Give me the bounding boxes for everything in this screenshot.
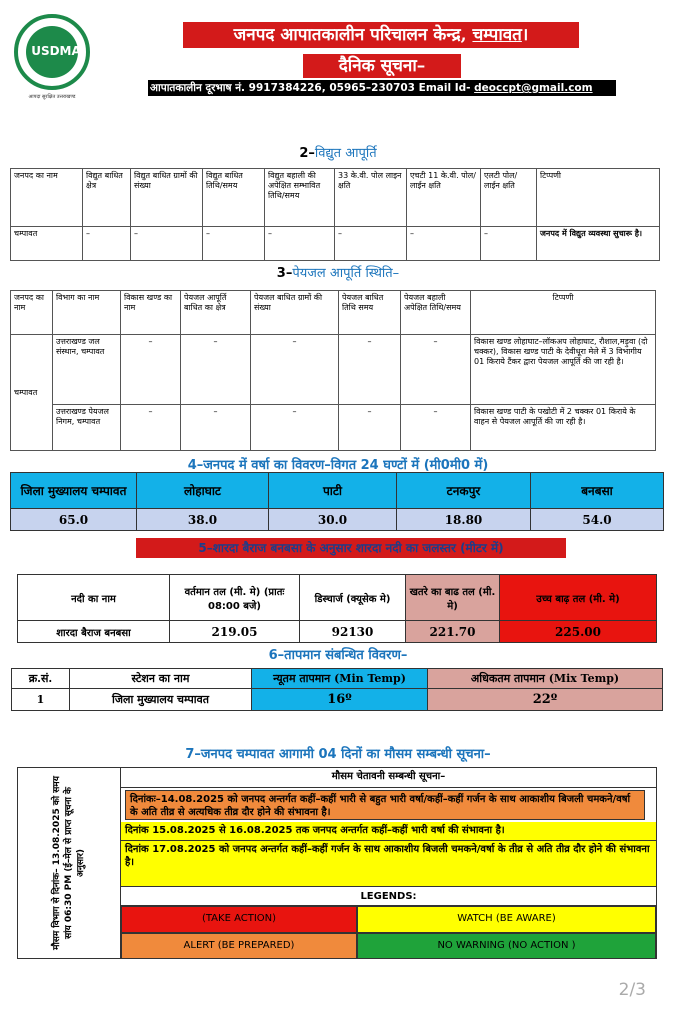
river-level-table: नदी का नाम वर्तमान तल (मी. मे) (प्रातः 08:00 बजे) डिस्चार्ज (क्यूसेक मे) खतरे का बाढ तल (मी. मे) उच्च बाढ़ तल (मी. मे) शारदा बैराज बनबसा 219.05 92130 221.70 225.00 xyxy=(17,574,657,643)
imd-source-note: मौसम विभाग से दिनांक– 13.08.2025 को समय सांय 06:30 PM (ई–मेल से प्राप्त सूचना के अनुसार) xyxy=(17,767,121,959)
section5-title: 5–शारदा बैराज बनबसा के अनुसार शारदा नदी का जलस्तर (मीटर में) xyxy=(136,538,566,558)
legend-no-warning: NO WARNING (NO ACTION ) xyxy=(357,933,656,959)
section4-title: 4–जनपद में वर्षा का विवरण–विगत 24 घण्टों में (मी0मी0 में) xyxy=(187,458,489,473)
rainfall-table xyxy=(10,472,664,531)
power-table: जनपद का नाम विद्युत बाधित क्षेत्र विद्युत बाधित ग्रामों की संख्या विद्युत बाधित तिथि/समय विद्युत बहाली की अपेक्षित सम्भावित तिथि/समय 33 के.वी. पोल लाइन क्षति एचटी 11 के.वी. पोल/लाईन क्षति एलटी पोल/लाईन क्षति टिप्पणी चम्पावत – – – – – – – जनपद में विद्युत व्यवस्था सुचारू है। xyxy=(10,168,660,261)
section2-title: 2–विद्युत आपूर्ति xyxy=(299,146,377,161)
logo-text: USDMA xyxy=(31,44,81,58)
rain-value: 18.80 xyxy=(397,509,531,531)
rain-value: 54.0 xyxy=(531,509,664,531)
section7-title: 7–जनपद चम्पावत आगामी 04 दिनों का मौसम सम्बन्धी सूचना– xyxy=(185,747,491,762)
section6-title: 6–तापमान संबन्धित विवरण– xyxy=(268,648,408,663)
temperature-table: क्र.सं. स्टेशन का नाम न्यूतम तापमान (Min Temp) अधिकतम तापमान (Mix Temp) 1 जिला मुख्यालय चम्पावत 16º 22º xyxy=(11,668,663,711)
water-table: जनपद का नाम विभाग का नाम विकास खण्ड का नाम पेयजल आपूर्ति बाधित का क्षेत्र पेयजल बाधित ग्रामों की संख्या पेयजल बाधित तिथि समय पेयजल बहाली अपेक्षित तिथि/समय टिप्पणी चम्पावत उत्तराखण्ड जल संस्थान, चम्पावत – – – – – विकास खण्ड लोहाघाट–लॉकअप लोहाघाट, रौशाल,मड़ुवा (दो चक्कर), विकास खण्ड पाटी के देवीधूरा मेले में 3 विभागीय 01 किराये टैंकर द्वारा पेयजल आपूर्ति की जा रही है। उत्तराखण्ड पेयजल निगम, चम्पावत – – – – – विकास खण्ड पाटी के पखोटी में 2 चक्कर 01 किराये के वाहन से पेयजल आपूर्ति की जा रही है। xyxy=(10,290,656,451)
logo-tagline: आपदा सुरक्षित उत्तराखण्ड xyxy=(28,94,76,100)
rain-value: 38.0 xyxy=(137,509,269,531)
rain-station: जिला मुख्यालय चम्पावत xyxy=(11,473,137,509)
legends-label: LEGENDS: xyxy=(121,886,656,906)
warning-day2: दिनांक 15.08.2025 से 16.08.2025 तक जनपद अन्तर्गत कहीं–कहीं भारी वर्षा की संभावना है। xyxy=(121,822,656,840)
usdma-logo xyxy=(10,14,94,106)
email-link[interactable]: deoccpt@gmail.com xyxy=(474,82,593,94)
warning-day1: दिनांकः–14.08.2025 को जनपद अन्तर्गत कहीं–कहीं भारी से बहुत भारी वर्षा/कहीं–कहीं गर्जन के साथ आकाशीय बिजली चमकने/वर्षा के अति तीव्र से अत्यधिक तीव्र दौर होने की संभावना है। xyxy=(125,790,645,820)
rain-station: लोहाघाट xyxy=(137,473,269,509)
rain-value: 30.0 xyxy=(269,509,397,531)
rain-station: टनकपुर xyxy=(397,473,531,509)
section3-title: 3–पेयजल आपूर्ति स्थिति– xyxy=(276,266,400,281)
warning-day3: दिनांक 17.08.2025 को जनपद अन्तर्गत कहीं–कहीं गर्जन के साथ आकाशीय बिजली चमकने/वर्षा के तीव्र से अति तीव्र दौर होने की संभावना है। xyxy=(121,840,656,886)
warning-header: मौसम चेतावनी सम्बन्धी सूचना– xyxy=(121,768,656,788)
legend-alert: ALERT (BE PREPARED) xyxy=(121,933,357,959)
legend-watch: WATCH (BE AWARE) xyxy=(357,906,656,933)
page-subtitle: दैनिक सूचना– xyxy=(303,54,461,78)
contact-line: आपातकालीन दूरभाष नं. 9917384226, 05965–230703 Email Id- deoccpt@gmail.com xyxy=(148,80,616,96)
rain-station: बनबसा xyxy=(531,473,664,509)
rain-value: 65.0 xyxy=(11,509,137,531)
rain-station: पाटी xyxy=(269,473,397,509)
page-title: जनपद आपातकालीन परिचालन केन्द्र, चम्पावत। xyxy=(183,22,579,48)
page-number: 2/3 xyxy=(618,980,646,1000)
legend-take-action: (TAKE ACTION) xyxy=(121,906,357,933)
